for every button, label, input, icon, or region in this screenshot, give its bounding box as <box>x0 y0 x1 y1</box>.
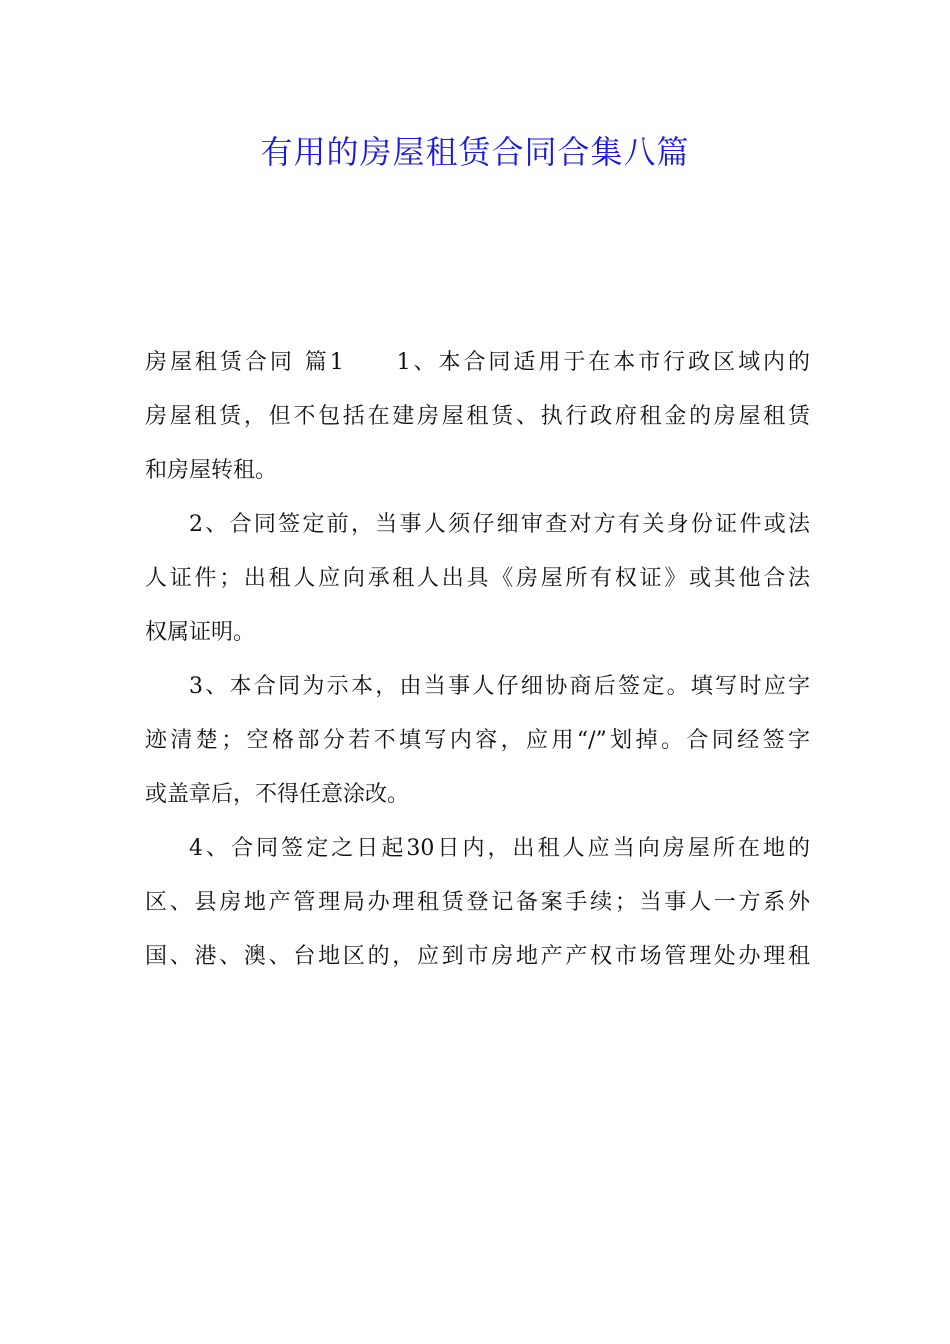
paragraph-1 <box>145 336 810 498</box>
paragraph-line: 3、本合同为示本，由当事人仔细协商后签定。填写时应字 <box>189 674 810 699</box>
paragraph-line: 房屋租赁合同 篇1 1、本合同适用于在本市行政区域内的 <box>145 350 810 375</box>
paragraph-3 <box>145 660 810 822</box>
paragraph-line: 房屋租赁，但不包括在建房屋租赁、执行政府租金的房屋租赁 <box>145 404 810 429</box>
paragraph-4 <box>145 822 810 984</box>
paragraph-line: 和房屋转租。 <box>145 458 278 483</box>
document-body <box>145 336 810 984</box>
paragraph-line: 迹清楚；空格部分若不填写内容，应用“/”划掉。合同经签字 <box>145 728 810 753</box>
paragraph-line: 权属证明。 <box>145 620 256 645</box>
paragraph-2 <box>145 498 810 660</box>
paragraph-line: 国、港、澳、台地区的，应到市房地产产权市场管理处办理租 <box>145 944 810 969</box>
paragraph-line: 4、合同签定之日起30日内，出租人应当向房屋所在地的 <box>189 836 810 861</box>
paragraph-line: 人证件；出租人应向承租人出具《房屋所有权证》或其他合法 <box>145 566 810 591</box>
document-title: 有用的房屋租赁合同合集八篇 <box>260 133 690 171</box>
paragraph-line: 2、合同签定前，当事人须仔细审查对方有关身份证件或法 <box>189 512 810 537</box>
paragraph-line: 或盖章后，不得任意涂改。 <box>145 782 410 807</box>
paragraph-line: 区、县房地产管理局办理租赁登记备案手续；当事人一方系外 <box>145 890 810 915</box>
